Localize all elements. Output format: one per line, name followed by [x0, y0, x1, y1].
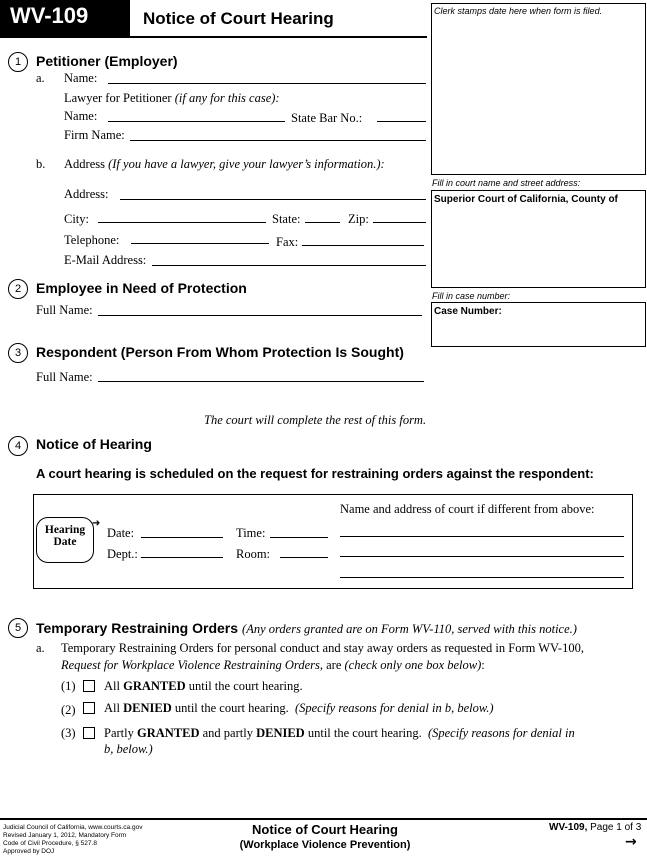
item-5a-form-name: Request for Workplace Violence Restraining Orders, — [61, 658, 323, 672]
dept-label: Dept.: — [107, 547, 138, 561]
section-3-number: 3 — [8, 343, 28, 363]
lawyer-name-field[interactable] — [108, 121, 285, 122]
lawyer-label-text: Lawyer for Petitioner — [64, 91, 172, 105]
email-label: E-Mail Address: — [64, 253, 147, 267]
section-5-note: (Any orders granted are on Form WV-110, served with this notice.) — [242, 622, 577, 636]
option-2-text — [104, 701, 494, 716]
section-1-number: 1 — [8, 52, 28, 72]
hearing-date-badge — [36, 517, 94, 563]
lawyer-name-label: Name: — [64, 109, 98, 123]
section-1-title: Petitioner (Employer) — [36, 53, 178, 69]
other-court-line-1[interactable] — [340, 536, 624, 537]
option-3-marker: (3) — [61, 726, 76, 740]
next-page-arrow-icon: → — [625, 834, 637, 850]
city-label: City: — [64, 212, 90, 226]
court-name-value: Superior Court of California, County of — [434, 194, 618, 205]
option-2-post: until the court hearing. — [174, 701, 289, 715]
section-2-number: 2 — [8, 279, 28, 299]
option-2-pre: All — [104, 701, 120, 715]
court-box-label: Fill in court name and street address: — [432, 178, 581, 188]
court-completes-note: The court will complete the rest of this form. — [204, 413, 427, 427]
fax-label: Fax: — [276, 235, 299, 249]
employee-full-name-label: Full Name: — [36, 303, 93, 317]
footer-page-number: Page 1 of 3 — [590, 822, 642, 833]
section-5-title: Temporary Restraining Orders — [36, 620, 239, 636]
option-2-note: (Specify reasons for denial in b, below.) — [294, 701, 494, 715]
item-5a-are: are — [326, 658, 342, 672]
option-3-text — [104, 726, 575, 741]
hearing-date-line1: Hearing — [44, 524, 86, 536]
state-label: State: — [272, 212, 301, 226]
hearing-date-arrow-icon: ➜ — [92, 518, 101, 529]
item-5a-instruction: (check only one box below) — [344, 658, 482, 672]
footer-left — [3, 824, 142, 856]
zip-field[interactable] — [373, 222, 426, 223]
option-3-note: (Specify reasons for denial in — [427, 726, 575, 740]
footer-title: Notice of Court Hearing — [252, 822, 398, 837]
telephone-field[interactable] — [131, 243, 269, 244]
option-2-checkbox[interactable] — [83, 702, 95, 714]
footer-form-id: WV-109, — [549, 822, 588, 833]
address-heading-text: Address — [64, 157, 105, 171]
state-bar-field[interactable] — [377, 121, 426, 122]
form-id: WV-109 — [10, 3, 89, 28]
option-3-pre: Partly — [104, 726, 134, 740]
date-label: Date: — [107, 526, 135, 540]
option-3-checkbox[interactable] — [83, 727, 95, 739]
footer-left-line-4: Approved by DOJ — [3, 848, 55, 855]
address-heading — [64, 157, 385, 172]
time-label: Time: — [236, 526, 266, 540]
option-2-bold: DENIED — [123, 701, 172, 715]
respondent-full-name-label: Full Name: — [36, 370, 93, 384]
footer-left-line-1: Judicial Council of California, www.courts.ca.gov — [3, 824, 143, 831]
room-label: Room: — [236, 547, 271, 561]
lawyer-label — [64, 91, 280, 106]
other-court-label: Name and address of court if different from above: — [340, 502, 595, 516]
fax-field[interactable] — [302, 245, 424, 246]
option-3-note-cont: b, below.) — [104, 742, 153, 756]
option-3-bold: GRANTED — [136, 726, 200, 740]
item-5a-line1: Temporary Restraining Orders for personal conduct and stay away orders as requested in Form WV-100, — [61, 641, 584, 655]
respondent-full-name-field[interactable] — [98, 381, 424, 382]
form-title: Notice of Court Hearing — [143, 9, 334, 28]
email-field[interactable] — [152, 265, 426, 266]
footer-rule — [0, 818, 647, 820]
footer-subtitle: (Workplace Violence Prevention) — [239, 839, 411, 851]
option-3-bold2: DENIED — [256, 726, 305, 740]
footer-left-line-3: Code of Civil Procedure, § 527.8 — [3, 840, 97, 847]
item-5a-marker: a. — [36, 641, 45, 655]
option-3-mid: and partly — [202, 726, 253, 740]
petitioner-name-field[interactable] — [108, 83, 426, 84]
state-field[interactable] — [305, 222, 340, 223]
city-field[interactable] — [98, 222, 266, 223]
header-rule — [0, 36, 427, 38]
dept-field[interactable] — [141, 557, 223, 558]
item-b-marker: b. — [36, 157, 46, 171]
lawyer-note: (if any for this case): — [174, 91, 280, 105]
state-bar-label: State Bar No.: — [291, 111, 363, 125]
section-5-number: 5 — [8, 618, 28, 638]
option-1-bold: GRANTED — [123, 679, 186, 693]
other-court-line-3[interactable] — [340, 577, 624, 578]
address-note: (If you have a lawyer, give your lawyer’s information.): — [108, 157, 385, 171]
address-label: Address: — [64, 187, 109, 201]
option-2-marker: (2) — [61, 703, 76, 717]
section-4-number: 4 — [8, 436, 28, 456]
option-3-post: until the court hearing. — [307, 726, 422, 740]
time-field[interactable] — [270, 537, 328, 538]
telephone-label: Telephone: — [64, 233, 120, 247]
case-number-label: Case Number: — [434, 306, 502, 317]
clerk-stamp-note: Clerk stamps date here when form is filed. — [434, 6, 603, 16]
item-5a-line2 — [61, 658, 485, 673]
address-field[interactable] — [120, 199, 426, 200]
petitioner-name-label: Name: — [64, 71, 98, 85]
section-5-heading — [36, 620, 577, 638]
footer-left-line-2: Revised January 1, 2012, Mandatory Form — [3, 832, 127, 839]
option-1-post: until the court hearing. — [188, 679, 303, 693]
firm-name-label: Firm Name: — [64, 128, 125, 142]
item-5a-colon: : — [481, 658, 485, 672]
section-2-title: Employee in Need of Protection — [36, 280, 247, 296]
section-4-title: Notice of Hearing — [36, 436, 152, 452]
option-1-text — [104, 679, 303, 694]
zip-label: Zip: — [348, 212, 369, 226]
item-a-marker: a. — [36, 71, 45, 85]
hearing-date-line2: Date — [53, 536, 77, 548]
other-court-line-2[interactable] — [340, 556, 624, 557]
hearing-statement: A court hearing is scheduled on the request for restraining orders against the respondent: — [36, 466, 594, 481]
room-field[interactable] — [280, 557, 328, 558]
footer-page-info — [549, 822, 641, 833]
option-1-checkbox[interactable] — [83, 680, 95, 692]
option-1-pre: All — [104, 679, 120, 693]
option-1-marker: (1) — [61, 679, 76, 693]
firm-name-field[interactable] — [130, 140, 426, 141]
employee-full-name-field[interactable] — [98, 315, 422, 316]
case-box-label: Fill in case number: — [432, 291, 511, 301]
section-3-title: Respondent (Person From Whom Protection Is Sought) — [36, 344, 404, 360]
date-field[interactable] — [141, 537, 223, 538]
clerk-stamp-box — [431, 3, 646, 175]
